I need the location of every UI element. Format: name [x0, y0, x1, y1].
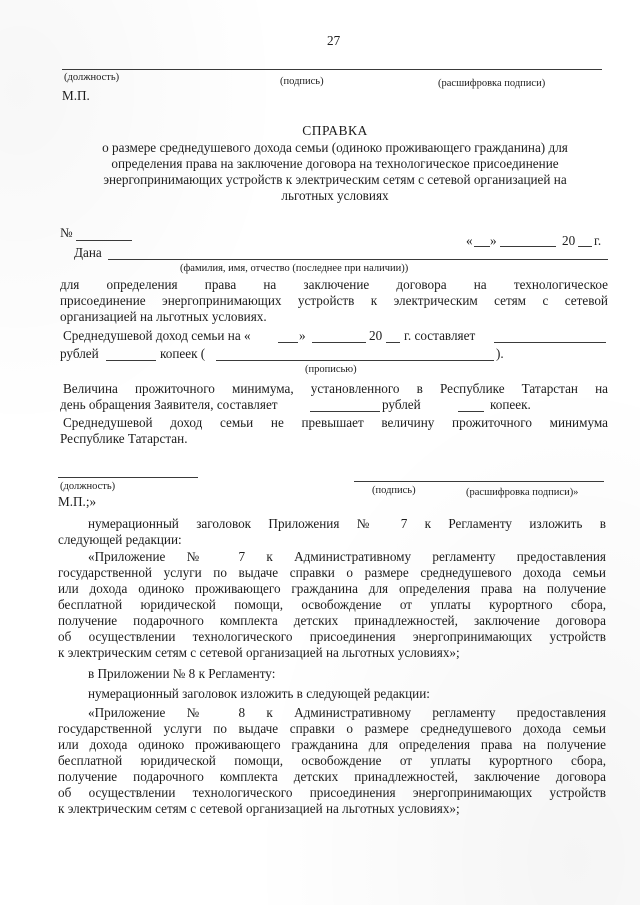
seal-mark-top: М.П. — [62, 88, 90, 103]
amend-p1-line-1: нумерационный заголовок Приложения № 7 к Регламенту изложить в — [88, 516, 606, 531]
quote7-line-2: государственной услуги по выдаче справки о размере среднедушевого дохода семьи — [58, 565, 606, 580]
not-exceed-line-1: Среднедушевой доход семьи не превышает величину прожиточного минимума — [63, 415, 608, 430]
signature-line-bottom — [354, 481, 604, 482]
subsistence-line-2: день обращения Заявителя, составляет — [60, 397, 278, 412]
income-suffix: г. составляет — [404, 328, 476, 343]
issued-to-label: Дана — [74, 245, 102, 260]
quote8-line-1: «Приложение № 8 к Административному регламенту предоставления — [88, 705, 606, 720]
income-amount-blank — [494, 342, 606, 343]
quote8-line-6: об осуществлении технологического присоединения энергопринимающих устройств — [58, 785, 606, 800]
subsistence-rub: рублей — [382, 397, 421, 412]
quote7-line-3: или дохода одиноко проживающего гражданина для определения права на получение — [58, 581, 606, 596]
amount-words-blank — [216, 360, 494, 361]
quote7-line-7: к электрическим сетям с сетевой организацией на льготных условиях»; — [58, 645, 460, 660]
quote7-line-1: «Приложение № 7 к Административному регламенту предоставления — [88, 549, 606, 564]
date-year-prefix: 20 — [562, 233, 576, 248]
position-label-bottom: (должность) — [60, 481, 116, 492]
income-day-blank — [278, 342, 298, 343]
quote8-line-5: получение подарочного комплекта детских принадлежностей, заключение договора — [58, 769, 606, 784]
subsistence-line-1: Величина прожиточного минимума, установленного в Республике Татарстан на — [63, 381, 608, 396]
position-line-bottom — [58, 477, 198, 478]
quote7-line-4: бесплатной юридической помощи, освобождение от уплаты курортного сбора, — [58, 597, 606, 612]
purpose-line-2: присоединение энергопринимающих устройств к электрическим сетям с сетевой — [60, 293, 608, 308]
date-quote-close: » — [490, 233, 497, 248]
income-year-prefix: 20 — [369, 328, 383, 343]
purpose-line-1: для определения права на заключение договора на технологическое — [60, 277, 608, 292]
subtitle-line-1: о размере среднедушевого дохода семьи (одиноко проживающего гражданина) для — [102, 140, 568, 155]
quote8-line-3: или дохода одиноко проживающего гражданина для определения права на получение — [58, 737, 606, 752]
date-month-blank — [500, 246, 556, 247]
kopecks-label: копеек ( — [160, 346, 206, 361]
number-label: № — [60, 225, 73, 240]
number-blank — [76, 240, 132, 241]
income-lead: Среднедушевой доход семьи на « — [63, 328, 251, 343]
quote8-line-4: бесплатной юридической помощи, освобождение от уплаты курортного сбора, — [58, 753, 606, 768]
date-g: г. — [594, 233, 602, 248]
rubles-label: рублей — [60, 346, 99, 361]
income-month-blank — [312, 342, 366, 343]
signature-label-top: (подпись) — [280, 76, 324, 87]
fio-hint: (фамилия, имя, отчество (последнее при наличии)) — [180, 263, 409, 274]
decoding-label-bottom: (расшифровка подписи)» — [466, 487, 579, 498]
purpose-line-3: организацией на льготных условиях. — [60, 309, 267, 324]
quote8-line-7: к электрическим сетям с сетевой организацией на льготных условиях»; — [58, 801, 460, 816]
page-number: 27 — [327, 33, 341, 48]
amend-p1-line-2: следующей редакции: — [58, 532, 182, 547]
rubles-blank — [106, 360, 156, 361]
date-quote-open: « — [466, 233, 473, 248]
quote7-line-6: об осуществлении технологического присоединения энергопринимающих устройств — [58, 629, 606, 644]
subtitle-line-3: энергопринимающих устройств к электрическим сетям с сетевой организацией на — [103, 172, 567, 187]
signature-label-bottom: (подпись) — [372, 485, 416, 496]
income-quote-close: » — [299, 328, 306, 343]
certificate-title: СПРАВКА — [302, 123, 368, 138]
fio-blank — [108, 259, 608, 260]
subsistence-kop: копеек. — [490, 397, 531, 412]
in-words-hint: (прописью) — [305, 364, 357, 375]
date-day-blank — [474, 246, 490, 247]
decoding-label-top: (расшифровка подписи) — [438, 78, 546, 89]
quote7-line-5: получение подарочного комплекта детских принадлежностей, заключение договора — [58, 613, 606, 628]
not-exceed-line-2: Республике Татарстан. — [60, 431, 188, 446]
quote8-line-2: государственной услуги по выдаче справки о размере среднедушевого дохода семьи — [58, 721, 606, 736]
subtitle-line-4: льготных условиях — [281, 188, 389, 203]
appendix8-intro: в Приложении № 8 к Регламенту: — [88, 666, 276, 681]
amend-p2: нумерационный заголовок изложить в следующей редакции: — [88, 686, 430, 701]
income-year-blank — [386, 342, 400, 343]
position-label-top: (должность) — [64, 72, 120, 83]
subsistence-rub-blank — [310, 411, 380, 412]
rubles-close: ). — [496, 346, 504, 361]
seal-mark-bottom: М.П.;» — [58, 494, 97, 509]
date-year-blank — [578, 246, 592, 247]
subtitle-line-2: определения права на заключение договора на технологическое присоединение — [111, 156, 559, 171]
subsistence-kop-blank — [458, 411, 484, 412]
signature-line-top — [62, 69, 602, 70]
